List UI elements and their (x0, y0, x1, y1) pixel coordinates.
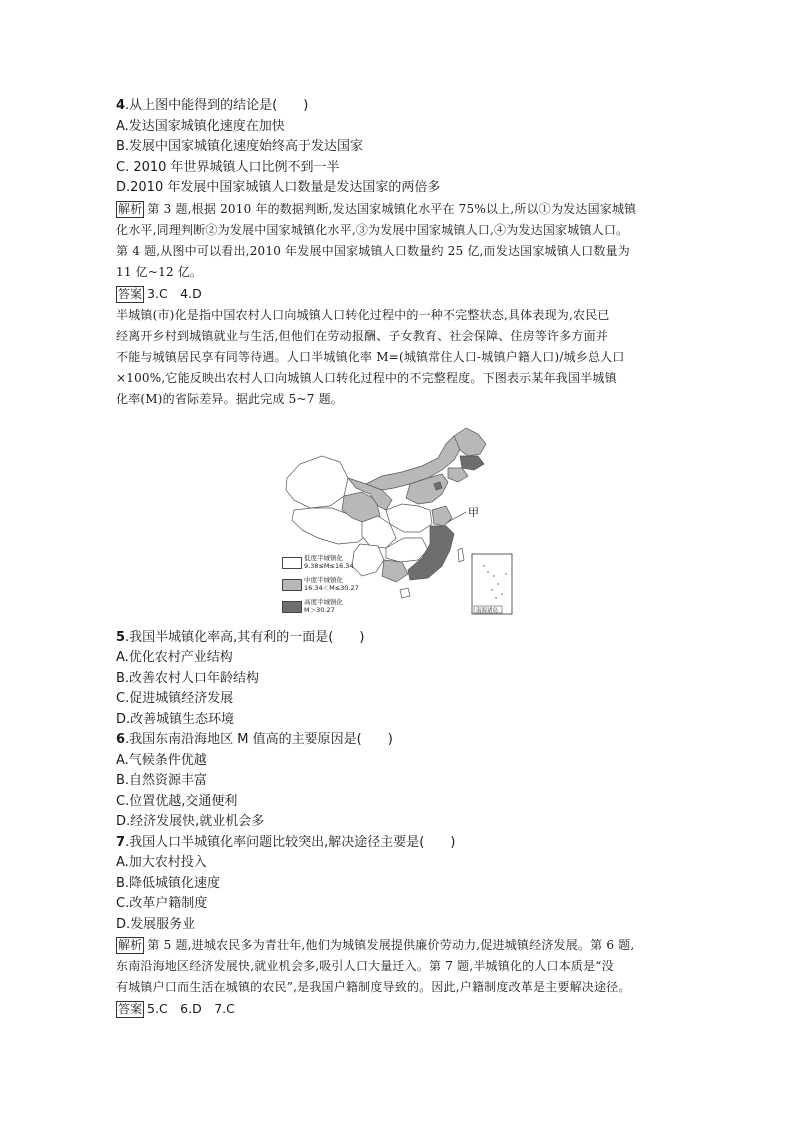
option-a: A.优化农村产业结构 (116, 650, 233, 665)
region-central (386, 504, 432, 532)
region-jilin (460, 456, 484, 470)
option-b: B.发展中国家城镇化速度始终高于发达国家 (116, 139, 364, 154)
option-c: C.改革户籍制度 (116, 896, 208, 911)
analysis-tag: 解析 (118, 938, 143, 952)
question-text: .我国东南沿海地区 M 值高的主要原因是( ) (125, 732, 393, 747)
inset-label: 南海诸岛 (476, 607, 499, 614)
question-4-stem (116, 96, 694, 117)
question-number: 4 (116, 98, 126, 113)
legend-item-high (282, 598, 402, 620)
answer-text: 3.C 4.D (147, 285, 202, 301)
legend-swatch (282, 557, 302, 569)
region-jiangsu (432, 506, 452, 526)
region-xinjiang (286, 456, 348, 508)
region-liaoning (448, 468, 468, 482)
option-d: D.2010 年发展中国家城镇人口数量是发达国家的两倍多 (116, 180, 441, 195)
legend-swatch (282, 601, 302, 613)
intro-line: 经离开乡村到城镇就业与生活,但他们在劳动报酬、子女教育、社会保障、住房等许多方面并 (116, 328, 609, 343)
analysis-line: 东南沿海地区经济发展快,就业机会多,吸引人口大量迁入。第 7 题,半城镇化的人口本质是“没 (116, 959, 614, 973)
label-jia: 甲 (468, 505, 479, 519)
region-taiwan (458, 548, 464, 562)
legend-range: 9.38≤M≤16.34 (304, 561, 354, 570)
legend-item-mid (282, 576, 402, 598)
china-semi-urbanization-map (282, 426, 522, 616)
worksheet-page (116, 96, 694, 1020)
intro-passage (116, 305, 694, 410)
intro-line: 半城镇(市)化是指中国农村人口向城镇人口转化过程中的一种不完整状态,具体表现为,农民已 (116, 307, 610, 322)
intro-line: ×100%,它能反映出农村人口向城镇人口转化过程中的不完整程度。下图表示某年我国半城镇 (116, 370, 617, 385)
option-b: B.改善农村人口年龄结构 (116, 670, 260, 686)
option-d: D.发展服务业 (116, 916, 196, 932)
option-c: C.促进城镇经济发展 (116, 691, 234, 706)
analysis-line: 第 5 题,进城农民多为青壮年,他们为城镇发展提供廉价劳动力,促进城镇经济发展。第 6 题, (147, 938, 635, 952)
answer-block-1 (116, 283, 694, 305)
analysis-line: 第 3 题,根据 2010 年的数据判断,发达国家城镇化水平在 75%以上,所以①为发达国家城镇 (147, 201, 637, 216)
legend-swatch (282, 579, 302, 591)
option-a: A.气候条件优越 (116, 752, 207, 768)
legend-title: 低度半城镇化 (304, 553, 343, 562)
analysis-tag: 解析 (118, 201, 143, 216)
option-b: B.自然资源丰富 (116, 773, 208, 788)
analysis-line: 化水平,同理判断②为发展中国家城镇化水平,③为发展中国家城镇人口,④为发达国家城镇人口。 (116, 222, 629, 237)
analysis-line: 11 亿~12 亿。 (116, 264, 203, 279)
option-a: A.发达国家城镇化速度在加快 (116, 118, 285, 134)
question-6-stem (116, 730, 694, 751)
legend-title: 高度半城镇化 (304, 597, 343, 606)
question-7-stem (116, 833, 694, 854)
option-d: D.改善城镇生态环境 (116, 711, 235, 727)
option-d: D.经济发展快,就业机会多 (116, 814, 265, 829)
analysis-block-2 (116, 935, 694, 998)
question-5-stem (116, 628, 694, 649)
intro-line: 不能与城镇居民享有同等待遇。人口半城镇化率 M=(城镇常住人口-城镇户籍人口)/城乡总人口 (116, 349, 625, 364)
question-text: .我国半城镇化率高,其有利的一面是( ) (125, 629, 365, 645)
legend-item-low (282, 554, 402, 576)
question-text: .从上图中能得到的结论是( ) (125, 98, 309, 113)
inset-frame (472, 554, 512, 614)
intro-line: 化率(M)的省际差异。据此完成 5~7 题。 (116, 391, 344, 406)
answer-tag: 答案 (118, 286, 143, 301)
legend-range: 16.34＜M≤30.27 (304, 583, 359, 592)
answer-tag: 答案 (118, 1002, 143, 1016)
answer-text: 5.C 6.D 7.C (147, 1001, 235, 1016)
answer-block-2 (116, 998, 694, 1020)
map-legend (282, 554, 402, 620)
question-number: 5 (116, 629, 126, 645)
question-number: 7 (116, 834, 126, 850)
option-b: B.降低城镇化速度 (116, 875, 221, 891)
analysis-block-1 (116, 199, 694, 283)
analysis-line: 有城镇户口而生活在城镇的农民”,是我国户籍制度导致的。因此,户籍制度改革是主要解决途径。 (116, 980, 631, 994)
option-a: A.加大农村投入 (116, 855, 207, 870)
legend-range: M＞30.27 (304, 605, 335, 614)
question-number: 6 (116, 732, 126, 747)
legend-title: 中度半城镇化 (304, 575, 343, 584)
option-c: C. 2010 年世界城镇人口比例不到一半 (116, 159, 340, 175)
analysis-line: 第 4 题,从图中可以看出,2010 年发展中国家城镇人口数量约 25 亿,而发达国家城镇人口数量为 (116, 243, 630, 258)
option-c: C.位置优越,交通便利 (116, 793, 238, 809)
question-text: .我国人口半城镇化率问题比较突出,解决途径主要是( ) (125, 834, 456, 850)
